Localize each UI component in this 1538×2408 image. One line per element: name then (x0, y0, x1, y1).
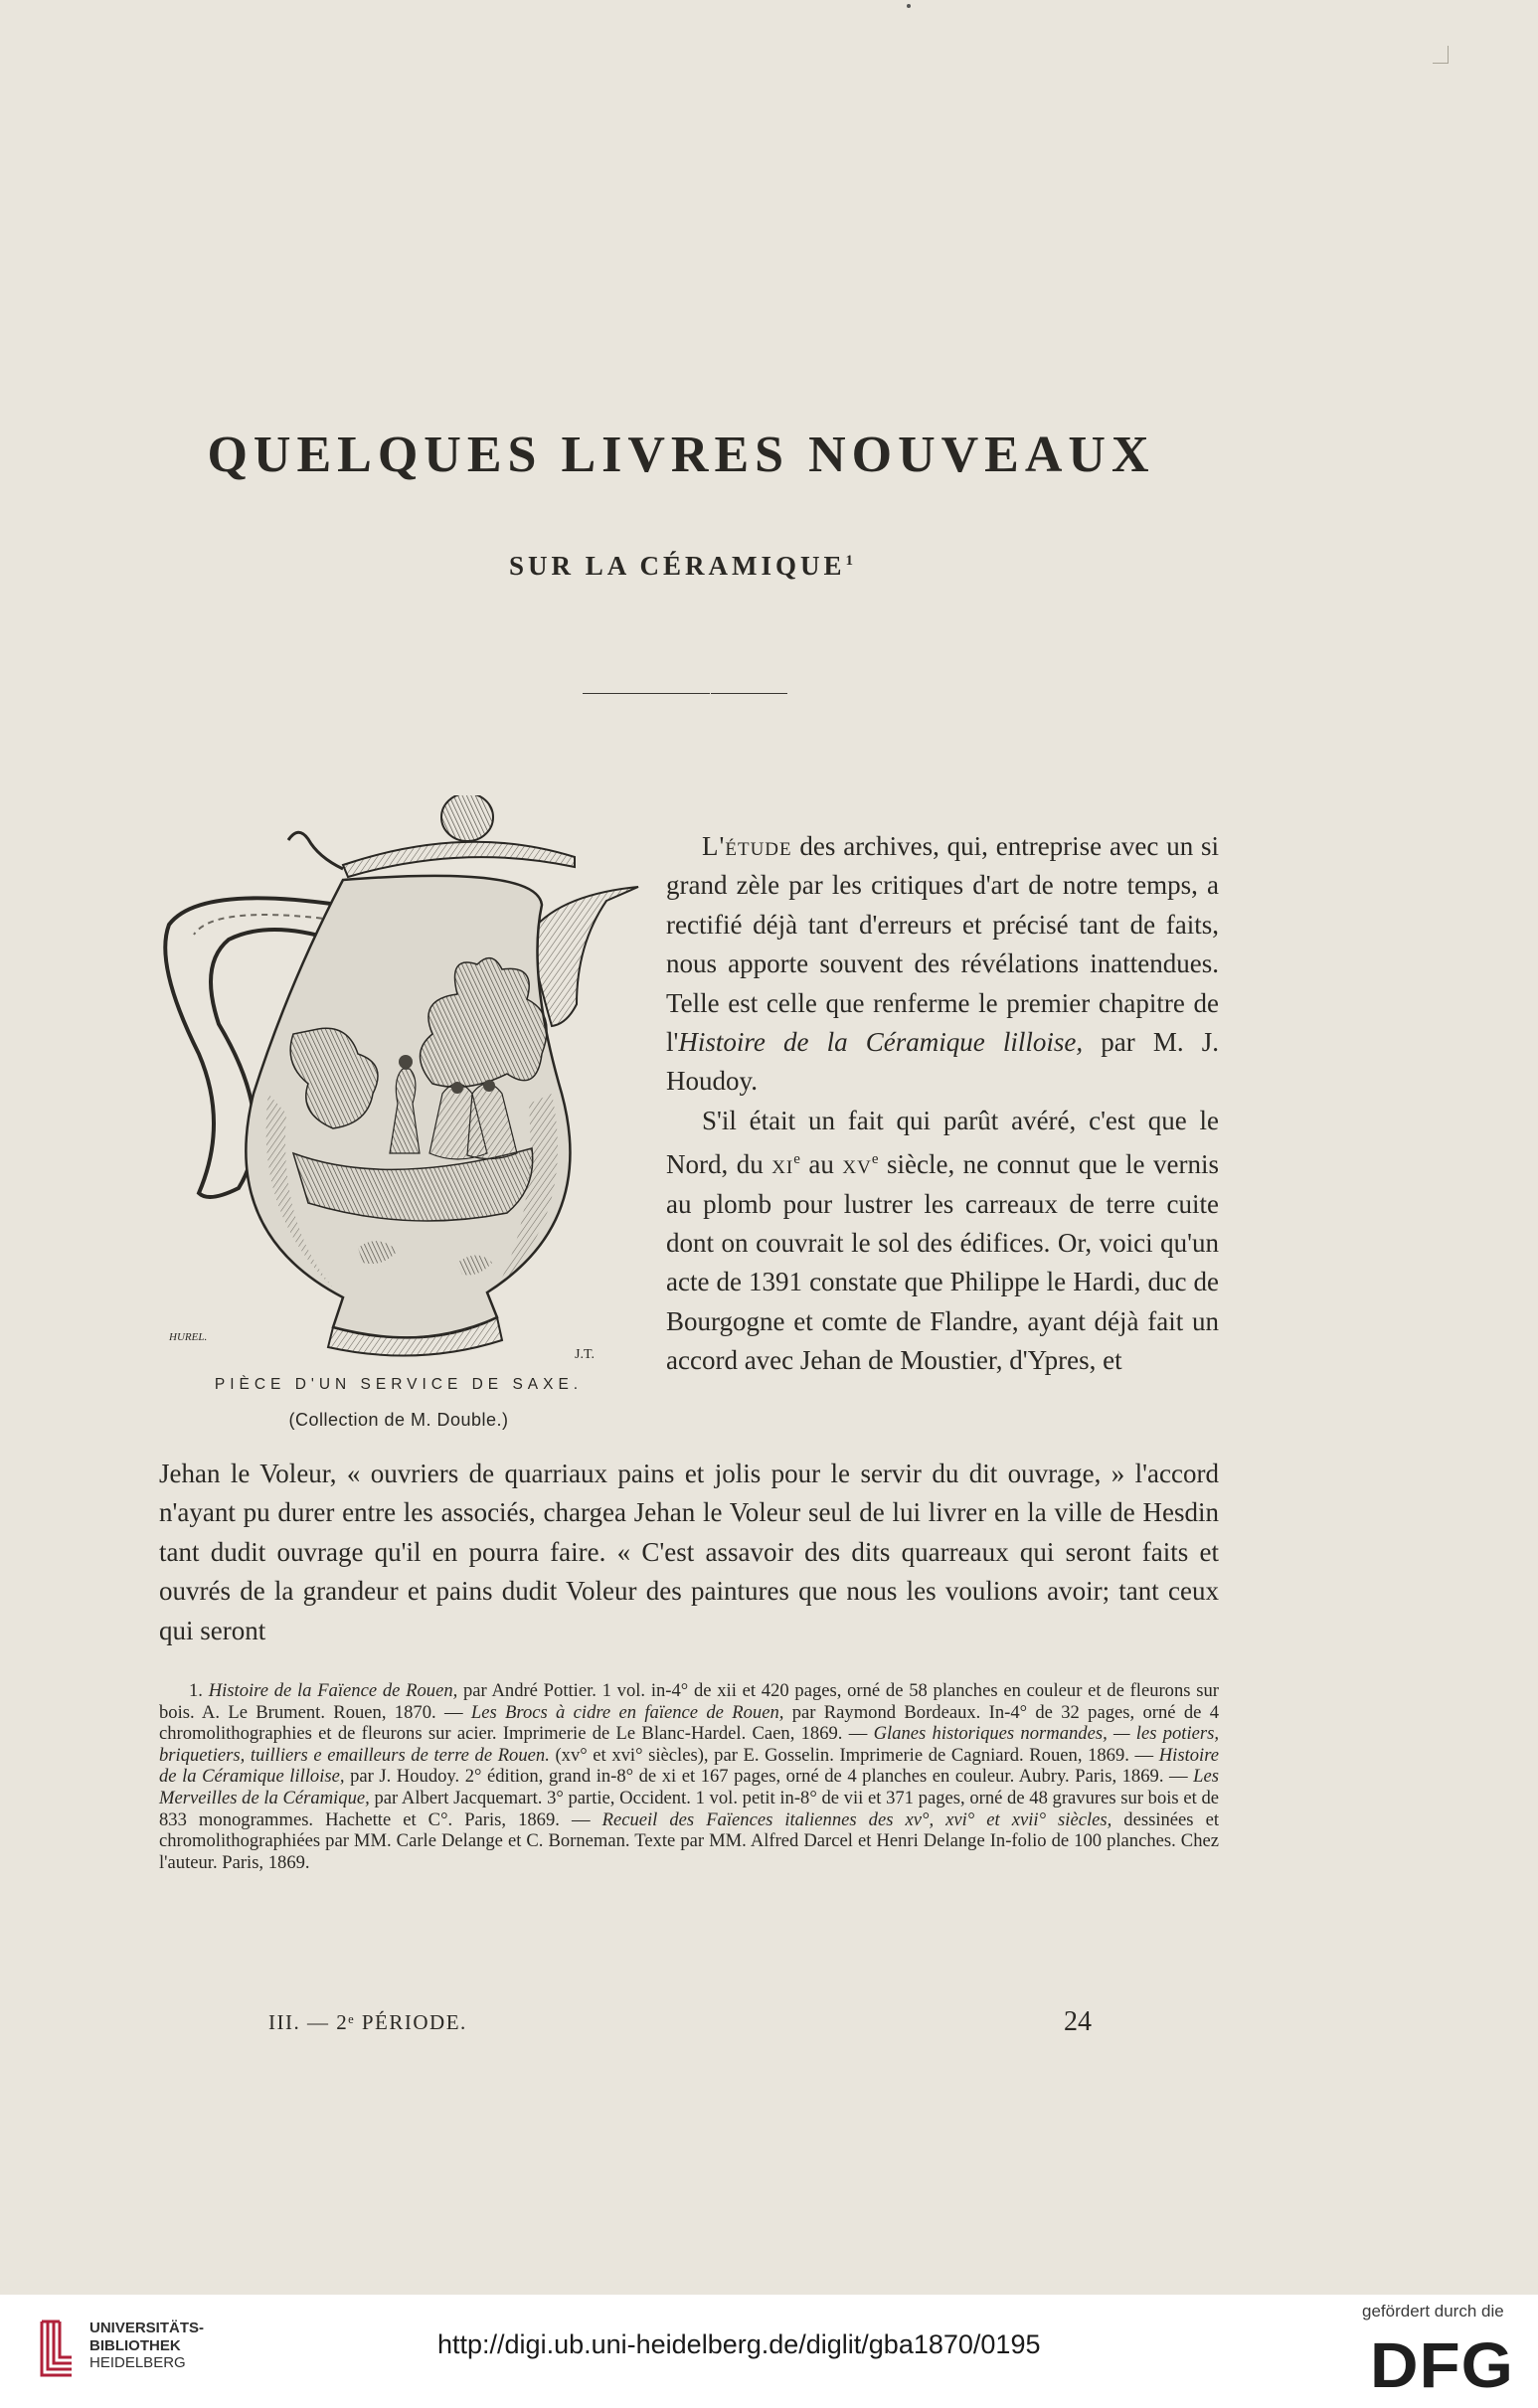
crop-corner-mark (1433, 46, 1449, 64)
coffee-pot-illustration (159, 795, 642, 1367)
library-name-line-1: UNIVERSITÄTS- (89, 2320, 205, 2336)
library-name-line-2: BIBLIOTHEK (89, 2336, 181, 2354)
subtitle-text: SUR LA CÉRAMIQUE (508, 551, 846, 581)
engraver-signature: HUREL. (169, 1331, 208, 1343)
century-15-suffix: e (871, 1151, 879, 1168)
body-column-right (666, 827, 1219, 1381)
footnote-title-3: Glanes historiques normandes, — les potiers, briquetiers, tuilliers e emailleurs de terre de Rouen. (159, 1723, 1219, 1766)
footnote (159, 1680, 1219, 1873)
footnote-number: 1. (189, 1680, 203, 1701)
paragraph-2-text-b: au (799, 1149, 843, 1180)
paragraph-3: Jehan le Voleur, « ouvriers de quarriaux pains et jolis pour le servir du dit ouvrage, » l'accord n'ayant pu durer entre les associés, chargea Jehan le Voleur seul de lui livrer en la ville de Hesdin tant dudit ouvrage qu'il en pourra faire. « C'est assavoir des dits quarreaux qui seront faits et ouvrés de la grandeur et pains dudit Voleur des paintures que nous les voulions avoir; tant ceux qui seront (159, 1459, 1219, 1645)
porcelain-coffee-pot-icon (159, 795, 642, 1367)
ub-heidelberg-logo-icon[interactable] (36, 2314, 80, 2383)
footnote-title-6: Recueil des Faïences italiennes des xv°, xvi° et xvii° siècles, (601, 1808, 1112, 1830)
paragraph-1 (666, 827, 1219, 1102)
page-number: 24 (1064, 2006, 1092, 2037)
footnote-ref: 1 (845, 553, 854, 569)
footnote-title-4: Histoire de la Céramique lilloise, (159, 1744, 1220, 1788)
footnote-text-1: par André Pottier. 1 vol. in-4° de xii et 420 pages, orné de 58 planches en couleur et de fleurons sur bois. A. Le Brument. Rouen, 1870. — (159, 1680, 1219, 1723)
footnote-title-2: Les Brocs à cidre en faïence de Rouen, (470, 1701, 784, 1723)
paragraph-1-text-b: par M. J. Houdoy. (666, 1027, 1220, 1097)
footnote-text-6: dessinées et chromolithographiées par MM. Carle Delange et C. Borneman. Texte par MM. Alfred Darcel et Henri Delange In-folio de 100 planches. Chez l'auteur. Paris, 1869. (159, 1808, 1219, 1873)
article-title: QUELQUES LIVRES NOUVEAUX (207, 427, 1155, 483)
figure-caption: PIÈCE D'UN SERVICE DE SAXE. (214, 1376, 584, 1393)
library-name-line-3: HEIDELBERG (89, 2354, 186, 2371)
footnote-text-4: par J. Houdoy. 2° édition, grand in-8° de xi et 167 pages, orné de 4 planches en couleur. Aubry. Paris, 1869. — (344, 1766, 1194, 1788)
footnote-text-3: (xv° et xvi° siècles), par E. Gosselin. Imprimerie de Cagniard. Rouen, 1869. — (549, 1744, 1159, 1766)
article-subtitle (0, 551, 1362, 582)
funding-note: gefördert durch die (1362, 2302, 1504, 2321)
figure-collection-note: (Collection de M. Double.) (288, 1410, 509, 1430)
footnote-text-5: par Albert Jacquemart. 3° partie, Occident. 1 vol. petit in-8° de vii et 371 pages, orné de 48 gravures sur bois et de 833 monogrammes. Hachette et C°. Paris, 1869. — (159, 1787, 1219, 1830)
engraver-monogram: J.T. (575, 1347, 595, 1362)
body-full-width (159, 1455, 1219, 1650)
paragraph-1-book-title: Histoire de la Céramique lilloise, (678, 1027, 1084, 1058)
footnote-title-1: Histoire de la Faïence de Rouen, (208, 1680, 458, 1701)
century-11-suffix: e (793, 1151, 800, 1168)
paragraph-2-text-a: S'il était un fait qui parût avéré, c'est que le Nord, du (666, 1105, 1219, 1180)
paragraph-1-text-a: des archives, qui, entreprise avec un si grand zèle par les critiques d'art de notre temps, a rectifié déjà tant d'erreurs et précisé tant de faits, nous apporte souvent des révélations inattendues. Telle est celle que renferme le premier chapitre de l' (666, 831, 1219, 1058)
century-11: xi (771, 1149, 794, 1180)
footnote-text-2: par Raymond Bordeaux. In-4° de 32 pages, orné de 4 chromolithographies et de fleurons sur acier. Imprimerie de Le Blanc-Hardel. Caen, 1869. — (159, 1701, 1219, 1745)
scan-speck (907, 4, 911, 8)
title-divider (583, 693, 787, 694)
footnote-title-5: Les Merveilles de la Céramique, (159, 1766, 1219, 1808)
permalink-url[interactable]: http://digi.ub.uni-heidelberg.de/diglit/gba1870/0195 (437, 2329, 1041, 2359)
library-name[interactable] (89, 2320, 204, 2372)
century-15: xv (842, 1149, 872, 1180)
period-label: III. — 2ᵉ PÉRIODE. (268, 2010, 467, 2034)
paragraph-2 (666, 1102, 1219, 1381)
paragraph-2-text-c: siècle, ne connut que le vernis au plomb pour lustrer les carreaux de terre cuite dont on couvrait le sol des édifices. Or, voici qu'un acte de 1391 constate que Philippe le Hardi, duc de Bourgogne et comte de Flandre, ayant déjà fait un accord avec Jehan de Moustier, d'Ypres, et (666, 1149, 1219, 1376)
paragraph-1-dropcap: L'étude (702, 831, 792, 861)
dfg-logo[interactable]: DFG (1370, 2329, 1514, 2401)
